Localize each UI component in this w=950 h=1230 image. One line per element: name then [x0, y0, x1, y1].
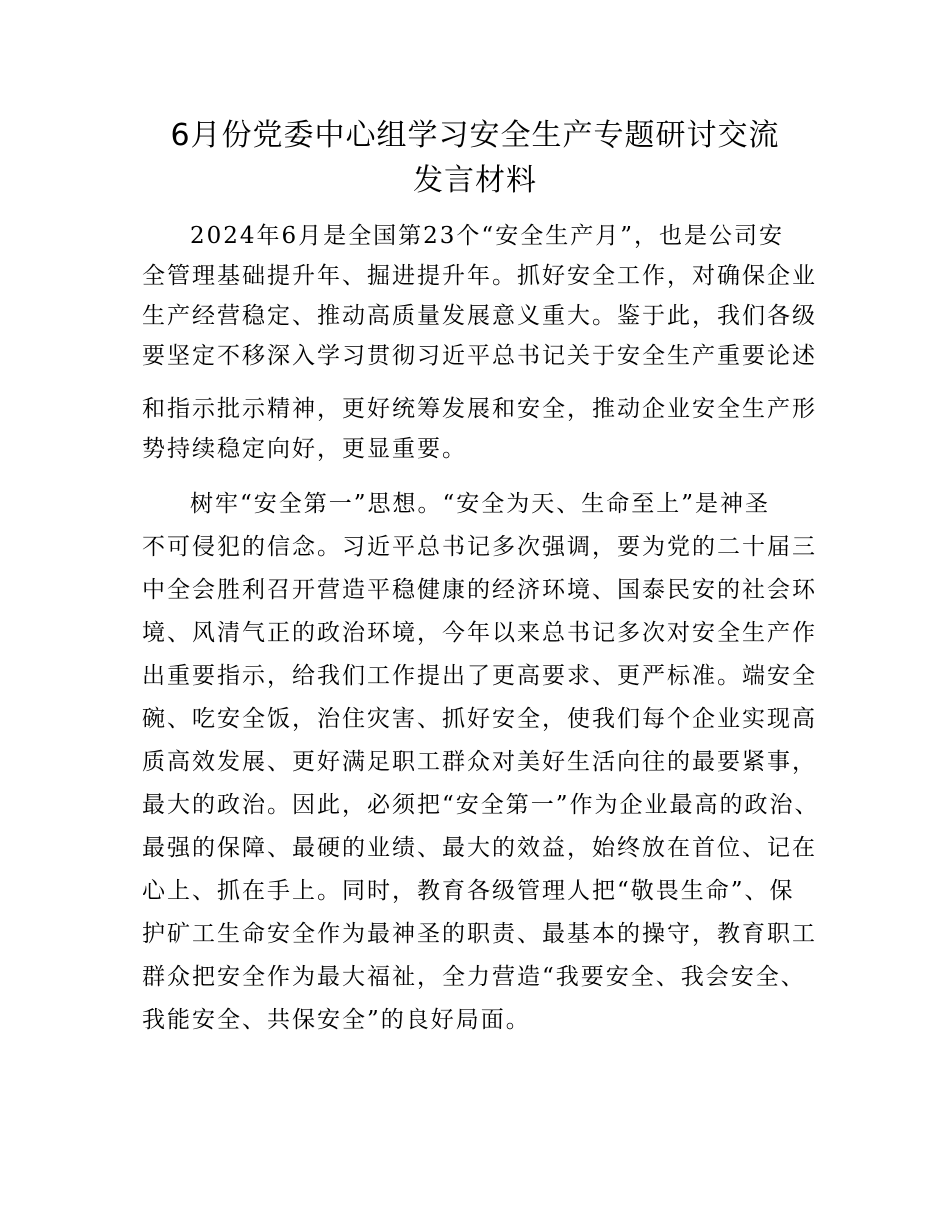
document-title-line-1: 6月份党委中心组学习安全生产专题研讨交流 — [170, 118, 780, 153]
paragraph-line: 群众把安全作为最大福祉，全力营造“我要安全、我会安全、 — [142, 964, 806, 990]
paragraph-line: 质高效发展、更好满足职工群众对美好生活向往的最要紧事， — [142, 749, 817, 775]
paragraph-line: 势持续稳定向好，更显重要。 — [142, 436, 467, 462]
paragraph-line: 不可侵犯的信念。习近平总书记多次强调，要为党的二十届三 — [142, 534, 817, 560]
paragraph-line: 心上、抓在手上。同时，教育各级管理人把“敬畏生命”、保 — [142, 878, 795, 904]
paragraph-line: 全管理基础提升年、掘进提升年。抓好安全工作，对确保企业 — [142, 263, 817, 289]
paragraph-line: 我能安全、共保安全”的良好局面。 — [142, 1007, 531, 1033]
paragraph-line: 出重要指示，给我们工作提出了更高要求、更严标准。端安全 — [142, 663, 817, 689]
paragraph-line: 中全会胜利召开营造平稳健康的经济环境、国泰民安的社会环 — [142, 577, 817, 603]
paragraph-line: 碗、吃安全饭，治住灾害、抓好安全，使我们每个企业实现高 — [142, 706, 817, 732]
paragraph-line: 要坚定不移深入学习贯彻习近平总书记关于安全生产重要论述 — [142, 343, 817, 369]
paragraph-line: 最大的政治。因此，必须把“安全第一”作为企业最高的政治、 — [142, 792, 820, 818]
paragraph-line: 护矿工生命安全作为最神圣的职责、最基本的操守，教育职工 — [142, 921, 817, 947]
paragraph-line: 2024年6月是全国第23个“安全生产月”，也是公司安 — [190, 223, 784, 249]
paragraph-line: 和指示批示精神，更好统筹发展和安全，推动企业安全生产形 — [142, 396, 817, 422]
paragraph-line: 最强的保障、最硬的业绩、最大的效益，始终放在首位、记在 — [142, 835, 817, 861]
paragraph-line: 境、风清气正的政治环境，今年以来总书记多次对安全生产作 — [142, 620, 817, 646]
document-title-line-2: 发言材料 — [413, 163, 537, 198]
paragraph-line: 树牢“安全第一”思想。“安全为天、生命至上”是神圣 — [190, 491, 771, 517]
paragraph-line: 生产经营稳定、推动高质量发展意义重大。鉴于此，我们各级 — [142, 303, 817, 329]
